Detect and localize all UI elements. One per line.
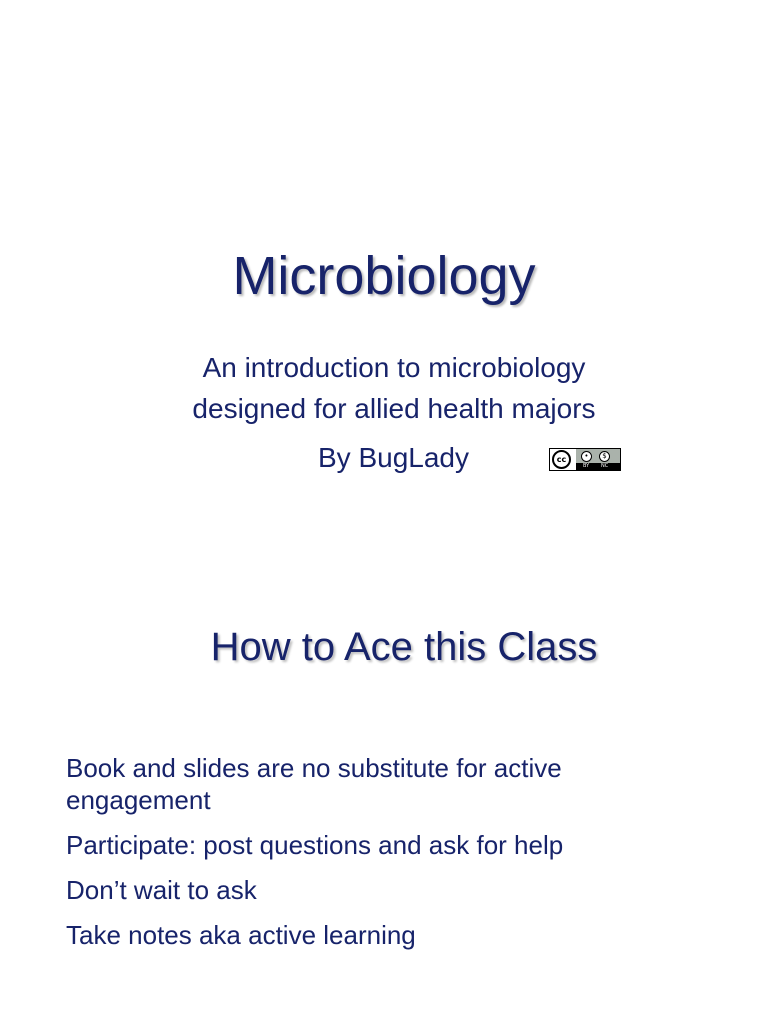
slide-how-to-ace	[0, 512, 768, 1024]
slide-2-heading: How to Ace this Class	[210, 625, 598, 669]
bullet-item: Don’t wait to ask	[66, 875, 257, 905]
cc-by-label: BY	[583, 463, 590, 469]
bullet-item: Participate: post questions and ask for help	[66, 830, 564, 860]
bullet-list	[66, 752, 666, 964]
cc-badge-left	[550, 449, 576, 470]
subtitle-line-1: An introduction to microbiology	[202, 352, 586, 383]
bullet-item: Take notes aka active learning	[66, 920, 416, 950]
author-byline: By BugLady	[318, 442, 469, 473]
cc-circle-icon: cc	[552, 450, 571, 469]
creative-commons-by-nc-icon	[549, 448, 621, 471]
bullet-item: Book and slides are no substitute for active engagement	[66, 753, 562, 815]
byline-row	[0, 438, 768, 478]
cc-attribution-icon: •	[581, 451, 592, 462]
subtitle-line-2: designed for allied health majors	[192, 393, 596, 424]
slide-title-heading: Microbiology	[232, 246, 536, 306]
cc-noncommercial-icon: $	[599, 451, 610, 462]
cc-nc-label: NC	[601, 463, 609, 469]
